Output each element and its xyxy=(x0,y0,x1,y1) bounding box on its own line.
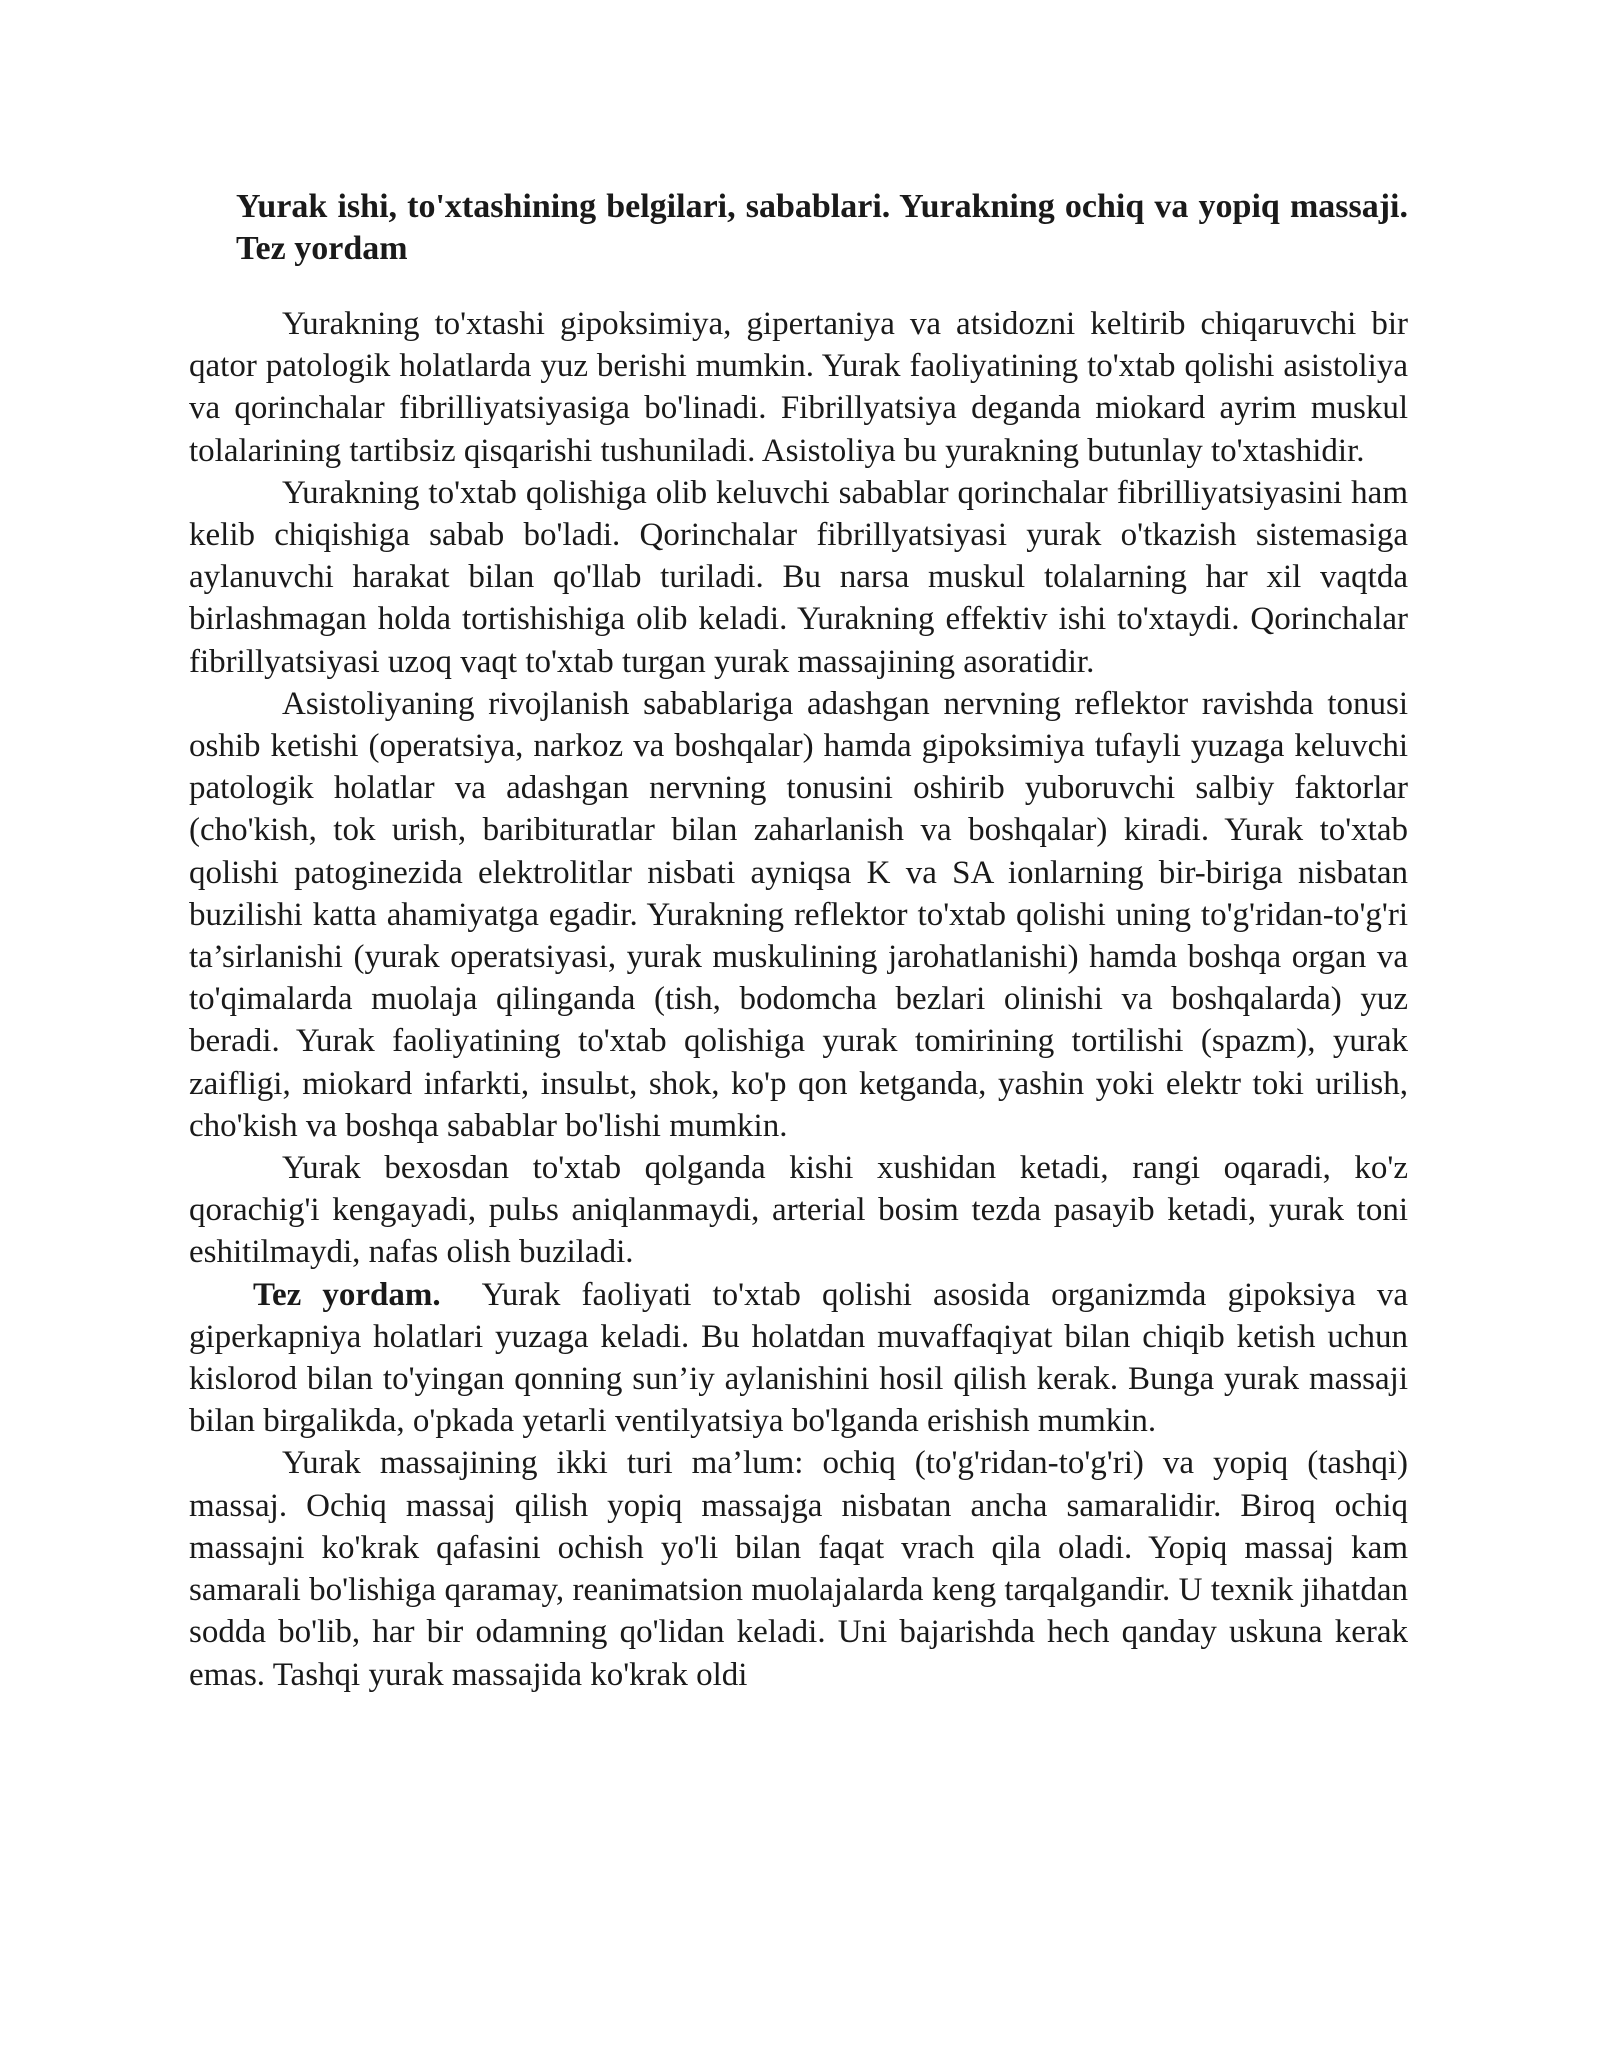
paragraph-tez-yordam xyxy=(189,1274,1408,1443)
paragraph-belgilar: Yurak bexosdan to'xtab qolganda kishi xushidan ketadi, rangi oqaradi, ko'z qorachig'i kengayadi, pulьs aniqlanmaydi, arterial bosim tezda pasayib ketadi, yurak toni eshitilmaydi, nafas olish buziladi. xyxy=(189,1150,1408,1271)
tez-yordam-text: Yurak faoliyati to'xtab qolishi asosida organizmda gipoksiya va giperkapniya holatlari yuzaga keladi. Bu holatdan muvaffaqiyat bilan chiqib ketish uchun kislorod bilan to'yingan qonning sun’iy aylanishini hosil qilish kerak. Bunga yurak massaji bilan birgalikda, o'pkada yetarli ventilyatsiya bo'lganda erishish mumkin. xyxy=(189,1276,1408,1440)
tez-yordam-heading: Tez yordam. xyxy=(253,1276,441,1313)
document-title: Yurak ishi, to'xtashining belgilari, sabablari. Yurakning ochiq va yopiq massaji. Tez yordam xyxy=(236,188,1408,267)
document-body xyxy=(189,303,1408,1696)
paragraph-yurak-toxtashi: Yurakning to'xtashi gipoksimiya, gipertaniya va atsidozni keltirib chiqaruvchi bir qator patologik holatlarda yuz berishi mumkin. Yurak faoliyatining to'xtab qolishi asistoliya va qorinchalar fibrilliyatsiyasiga bo'linadi. Fibrillyatsiya deganda miokard ayrim muskul tolalarining tartibsiz qisqarishi tushuniladi. Asistoliya bu yurakning butunlay to'xtashidir. xyxy=(189,306,1408,469)
paragraph-massaj-turlari: Yurak massajining ikki turi ma’lum: ochiq (to'g'ridan-to'g'ri) va yopiq (tashqi) massaj. Ochiq massaj qilish yopiq massajga nisbatan ancha samaralidir. Biroq ochiq massajni ko'krak qafasini ochish yo'li bilan faqat vrach qila oladi. Yopiq massaj kam samarali bo'lishiga qaramay, reanimatsion muolajalarda keng tarqalgandir. U texnik jihatdan sodda bo'lib, har bir odamning qo'lidan keladi. Uni bajarishda hech qanday uskuna kerak emas. Tashqi yurak massajida ko'krak oldi xyxy=(189,1445,1408,1693)
paragraph-sabablar: Yurakning to'xtab qolishiga olib keluvchi sabablar qorinchalar fibrilliyatsiyasini ham kelib chiqishiga sabab bo'ladi. Qorinchalar fibrillyatsiyasi yurak o'tkazish sistemasiga aylanuvchi harakat bilan qo'llab turiladi. Bu narsa muskul tolalarning har xil vaqtda birlashmagan holda tortishishiga olib keladi. Yurakning effektiv ishi to'xtaydi. Qorinchalar fibrillyatsiyasi uzoq vaqt to'xtab turgan yurak massajining asoratidir. xyxy=(189,474,1408,680)
paragraph-asistoliya: Asistoliyaning rivojlanish sabablariga adashgan nervning reflektor ravishda tonusi oshib ketishi (operatsiya, narkoz va boshqalar) hamda gipoksimiya tufayli yuzaga keluvchi patologik holatlar va adashgan nervning tonusini oshirib yuboruvchi salbiy faktorlar (cho'kish, tok urish, baribituratlar bilan zaharlanish va boshqalar) kiradi. Yurak to'xtab qolishi patoginezida elektrolitlar nisbati ayniqsa K va SA ionlarning bir-biriga nisbatan buzilishi katta ahamiyatga egadir. Yurakning reflektor to'xtab qolishi uning to'g'ridan-to'g'ri ta’sirlanishi (yurak operatsiyasi, yurak muskulining jarohatlanishi) hamda boshqa organ va to'qimalarda muolaja qilinganda (tish, bodomcha bezlari olinishi va boshqalarda) yuz beradi. Yurak faoliyatining to'xtab qolishiga yurak tomirining tortilishi (spazm), yurak zaifligi, miokard infarkti, insulьt, shok, ko'p qon ketganda, yashin yoki elektr toki urilish, cho'kish va boshqa sabablar bo'lishi mumkin. xyxy=(189,685,1408,1144)
